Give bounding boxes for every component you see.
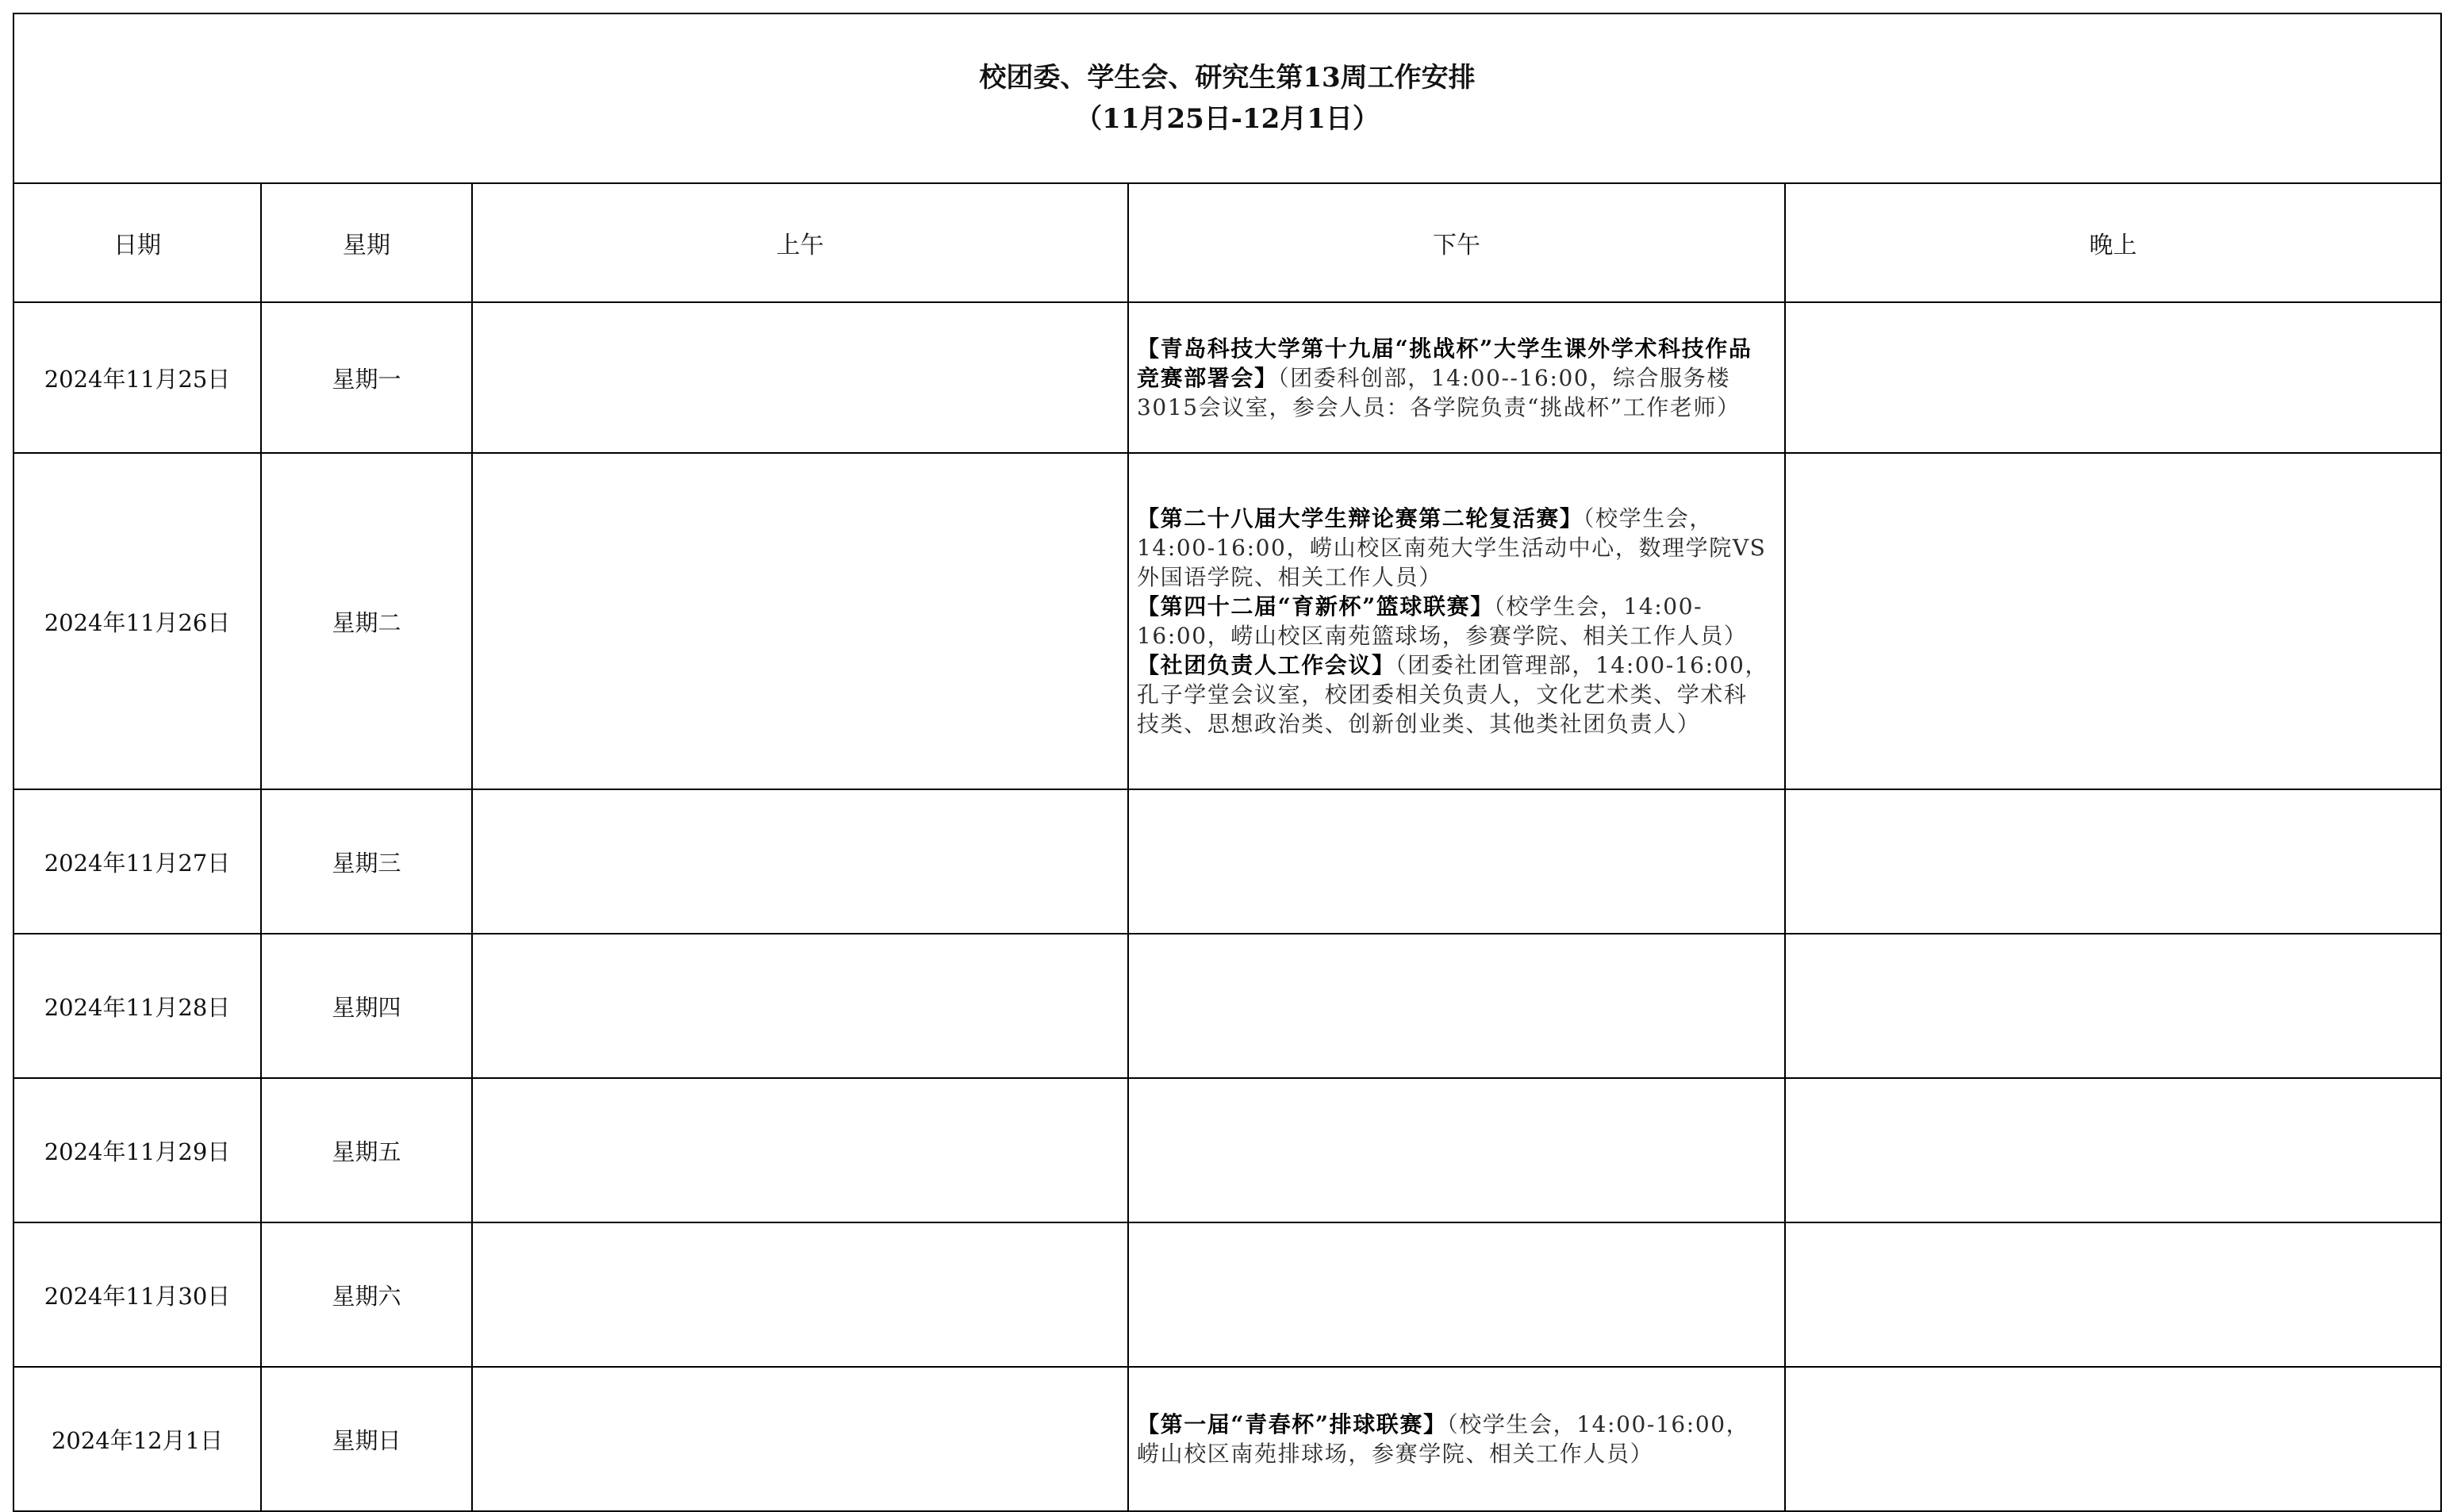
- event-entry: [1137, 650, 1770, 739]
- weekday-cell: 星期三: [261, 789, 472, 934]
- date-cell: 2024年11月28日: [13, 934, 261, 1078]
- event-title: 【第一届“青春杯”排球联赛】: [1137, 1411, 1447, 1437]
- event-entry: [1137, 334, 1770, 422]
- table-row: [13, 1222, 2441, 1367]
- weekday-cell: 星期一: [261, 302, 472, 453]
- date-cell: 2024年11月29日: [13, 1078, 261, 1222]
- weekday-cell: 星期五: [261, 1078, 472, 1222]
- event-detail: （校学生会，14:00-16:00，崂山校区南苑排球场，参赛学院、相关工作人员）: [1137, 1411, 1750, 1467]
- event-title: 【青岛科技大学第十九届“挑战杯”大学生课外学术科技作品竞赛部署会】: [1137, 335, 1752, 391]
- table-row: [13, 1367, 2441, 1511]
- morning-cell: [472, 453, 1128, 789]
- afternoon-cell: [1128, 453, 1785, 789]
- event-entry: [1137, 1410, 1770, 1468]
- table-row: [13, 789, 2441, 934]
- date-cell: 2024年11月26日: [13, 453, 261, 789]
- table-title-cell: [13, 13, 2441, 183]
- weekday-cell: 星期二: [261, 453, 472, 789]
- table-row: [13, 934, 2441, 1078]
- title-row: [13, 13, 2441, 183]
- evening-cell: [1785, 789, 2441, 934]
- date-cell: 2024年12月1日: [13, 1367, 261, 1511]
- morning-cell: [472, 1367, 1128, 1511]
- morning-cell: [472, 1078, 1128, 1222]
- evening-cell: [1785, 934, 2441, 1078]
- event-detail: （团委社团管理部，14:00-16:00，孔子学堂会议室，校团委相关负责人，文化艺术类、学术科技类、思想政治类、创新创业类、其他类社团负责人）: [1137, 652, 1769, 737]
- header-afternoon: 下午: [1128, 183, 1785, 302]
- afternoon-cell: [1128, 934, 1785, 1078]
- morning-cell: [472, 1222, 1128, 1367]
- table-row: [13, 1078, 2441, 1222]
- weekday-cell: 星期日: [261, 1367, 472, 1511]
- header-date: 日期: [13, 183, 261, 302]
- table-row: [13, 453, 2441, 789]
- table-row: [13, 302, 2441, 453]
- weekday-cell: 星期四: [261, 934, 472, 1078]
- event-title: 【第四十二届“育新杯”篮球联赛】: [1137, 593, 1494, 620]
- header-weekday: 星期: [261, 183, 472, 302]
- morning-cell: [472, 789, 1128, 934]
- morning-cell: [472, 302, 1128, 453]
- header-morning: 上午: [472, 183, 1128, 302]
- event-detail: （团委科创部，14:00--16:00，综合服务楼3015会议室，参会人员：各学院负责“挑战杯”工作老师）: [1137, 364, 1741, 420]
- date-cell: 2024年11月25日: [13, 302, 261, 453]
- event-title: 【社团负责人工作会议】: [1137, 652, 1395, 678]
- evening-cell: [1785, 302, 2441, 453]
- event-detail: （校学生会，14:00-16:00，崂山校区南苑篮球场，参赛学院、相关工作人员）: [1137, 593, 1748, 649]
- morning-cell: [472, 934, 1128, 1078]
- weekday-cell: 星期六: [261, 1222, 472, 1367]
- evening-cell: [1785, 1078, 2441, 1222]
- date-cell: 2024年11月27日: [13, 789, 261, 934]
- weekly-schedule-table: [13, 13, 2442, 1512]
- afternoon-cell: [1128, 302, 1785, 453]
- afternoon-cell: [1128, 1222, 1785, 1367]
- header-row: [13, 183, 2441, 302]
- afternoon-cell: [1128, 1078, 1785, 1222]
- page-title: 校团委、学生会、研究生第13周工作安排: [979, 62, 1476, 94]
- page-subtitle-date-range: （11月25日-12月1日）: [1075, 103, 1380, 135]
- date-cell: 2024年11月30日: [13, 1222, 261, 1367]
- event-detail: （校学生会，14:00-16:00，崂山校区南苑大学生活动中心，数理学院VS外国语学院、相关工作人员）: [1137, 505, 1767, 590]
- afternoon-cell: [1128, 1367, 1785, 1511]
- evening-cell: [1785, 1367, 2441, 1511]
- event-entry: [1137, 504, 1770, 592]
- evening-cell: [1785, 1222, 2441, 1367]
- afternoon-cell: [1128, 789, 1785, 934]
- header-evening: 晚上: [1785, 183, 2441, 302]
- evening-cell: [1785, 453, 2441, 789]
- event-entry: [1137, 592, 1770, 650]
- event-title: 【第二十八届大学生辩论赛第二轮复活赛】: [1137, 505, 1584, 532]
